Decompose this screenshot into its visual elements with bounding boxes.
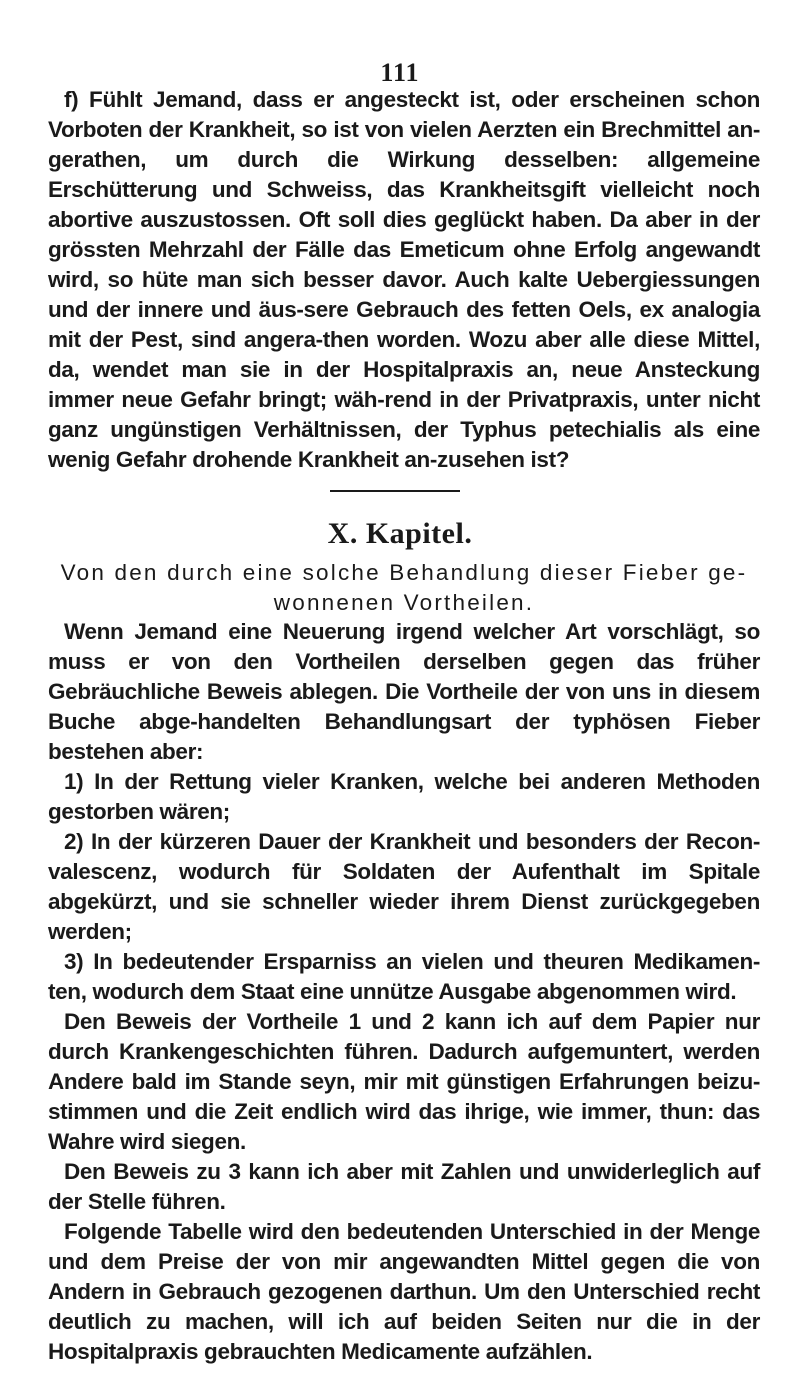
paragraph-proof-1-2: Den Beweis der Vortheile 1 und 2 kann ich auf dem Papier nur durch Krankengeschichten führen. Dadurch aufgemuntert, werden Andere bald im Stande seyn, mir mit günstigen Erfahrungen beizu-stimmen und die Zeit endlich wird das ihrige, wie immer, thun: das Wahre wird siegen. — [48, 1009, 760, 1154]
chapter-body — [48, 617, 760, 1367]
paragraph-f: f) Fühlt Jemand, dass er angesteckt ist, oder erscheinen schon Vorboten der Krankheit, so ist von vielen Aerzten ein Brechmittel an-gerathen, um durch die Wirkung desselben: allgemeine Erschütterung und Schweiss, das Krankheitsgift vielleicht noch abortive auszustossen. Oft soll dies geglückt haben. Da aber in der grössten Mehrzahl der Fälle das Emeticum ohne Erfolg angewandt wird, so hüte man sich besser davor. Auch kalte Uebergiessungen und der innere und äus-sere Gebrauch des fetten Oels, ex analogia mit der Pest, sind angera-then worden. Wozu aber alle diese Mittel, da, wendet man sie in der Hospitalpraxis an, neue Ansteckung immer neue Gefahr bringt; wäh-rend in der Privatpraxis, unter nicht ganz ungünstigen Verhältnissen, der Typhus petechialis als eine wenig Gefahr drohende Krankheit an-zusehen ist? — [48, 87, 760, 472]
paragraph-table-intro: Folgende Tabelle wird den bedeutenden Unterschied in der Menge und dem Preise der von mir angewandten Mittel gegen die von Andern in Gebrauch gezogenen darthun. Um den Unterschied recht deutlich zu machen, will ich auf beiden Seiten nur die in der Hospitalpraxis gebrauchten Medicamente aufzählen. — [48, 1219, 760, 1364]
chapter-title: X. Kapitel. — [327, 517, 473, 550]
list-item-advantage-1: 1) In der Rettung vieler Kranken, welche bei anderen Methoden gestorben wären; — [48, 769, 760, 824]
section-divider — [330, 490, 460, 492]
list-item-advantage-3: 3) In bedeutender Ersparniss an vielen und theuren Medikamen-ten, wodurch dem Staat eine unnütze Ausgabe abgenommen wird. — [48, 949, 760, 1004]
paragraph-proof-3: Den Beweis zu 3 kann ich aber mit Zahlen und unwiderleglich auf der Stelle führen. — [48, 1159, 760, 1214]
paragraph-intro: Wenn Jemand eine Neuerung irgend welcher Art vorschlägt, so muss er von den Vortheilen derselben gegen das früher Gebräuchliche Beweis ablegen. Die Vortheile der von uns in diesem Buche abge-handelten Behandlungsart der typhösen Fieber bestehen aber: — [48, 619, 760, 764]
page-number: 111 — [380, 58, 420, 87]
list-item-advantage-2: 2) In der kürzeren Dauer der Krankheit und besonders der Recon-valescenz, wodurch für Soldaten der Aufenthalt im Spitale abgekürzt, und sie schneller wieder ihrem Dienst zurückgegeben werden; — [48, 829, 760, 944]
chapter-subtitle: Von den durch eine solche Behandlung dieser Fieber ge-wonnenen Vortheilen. — [60, 560, 748, 615]
